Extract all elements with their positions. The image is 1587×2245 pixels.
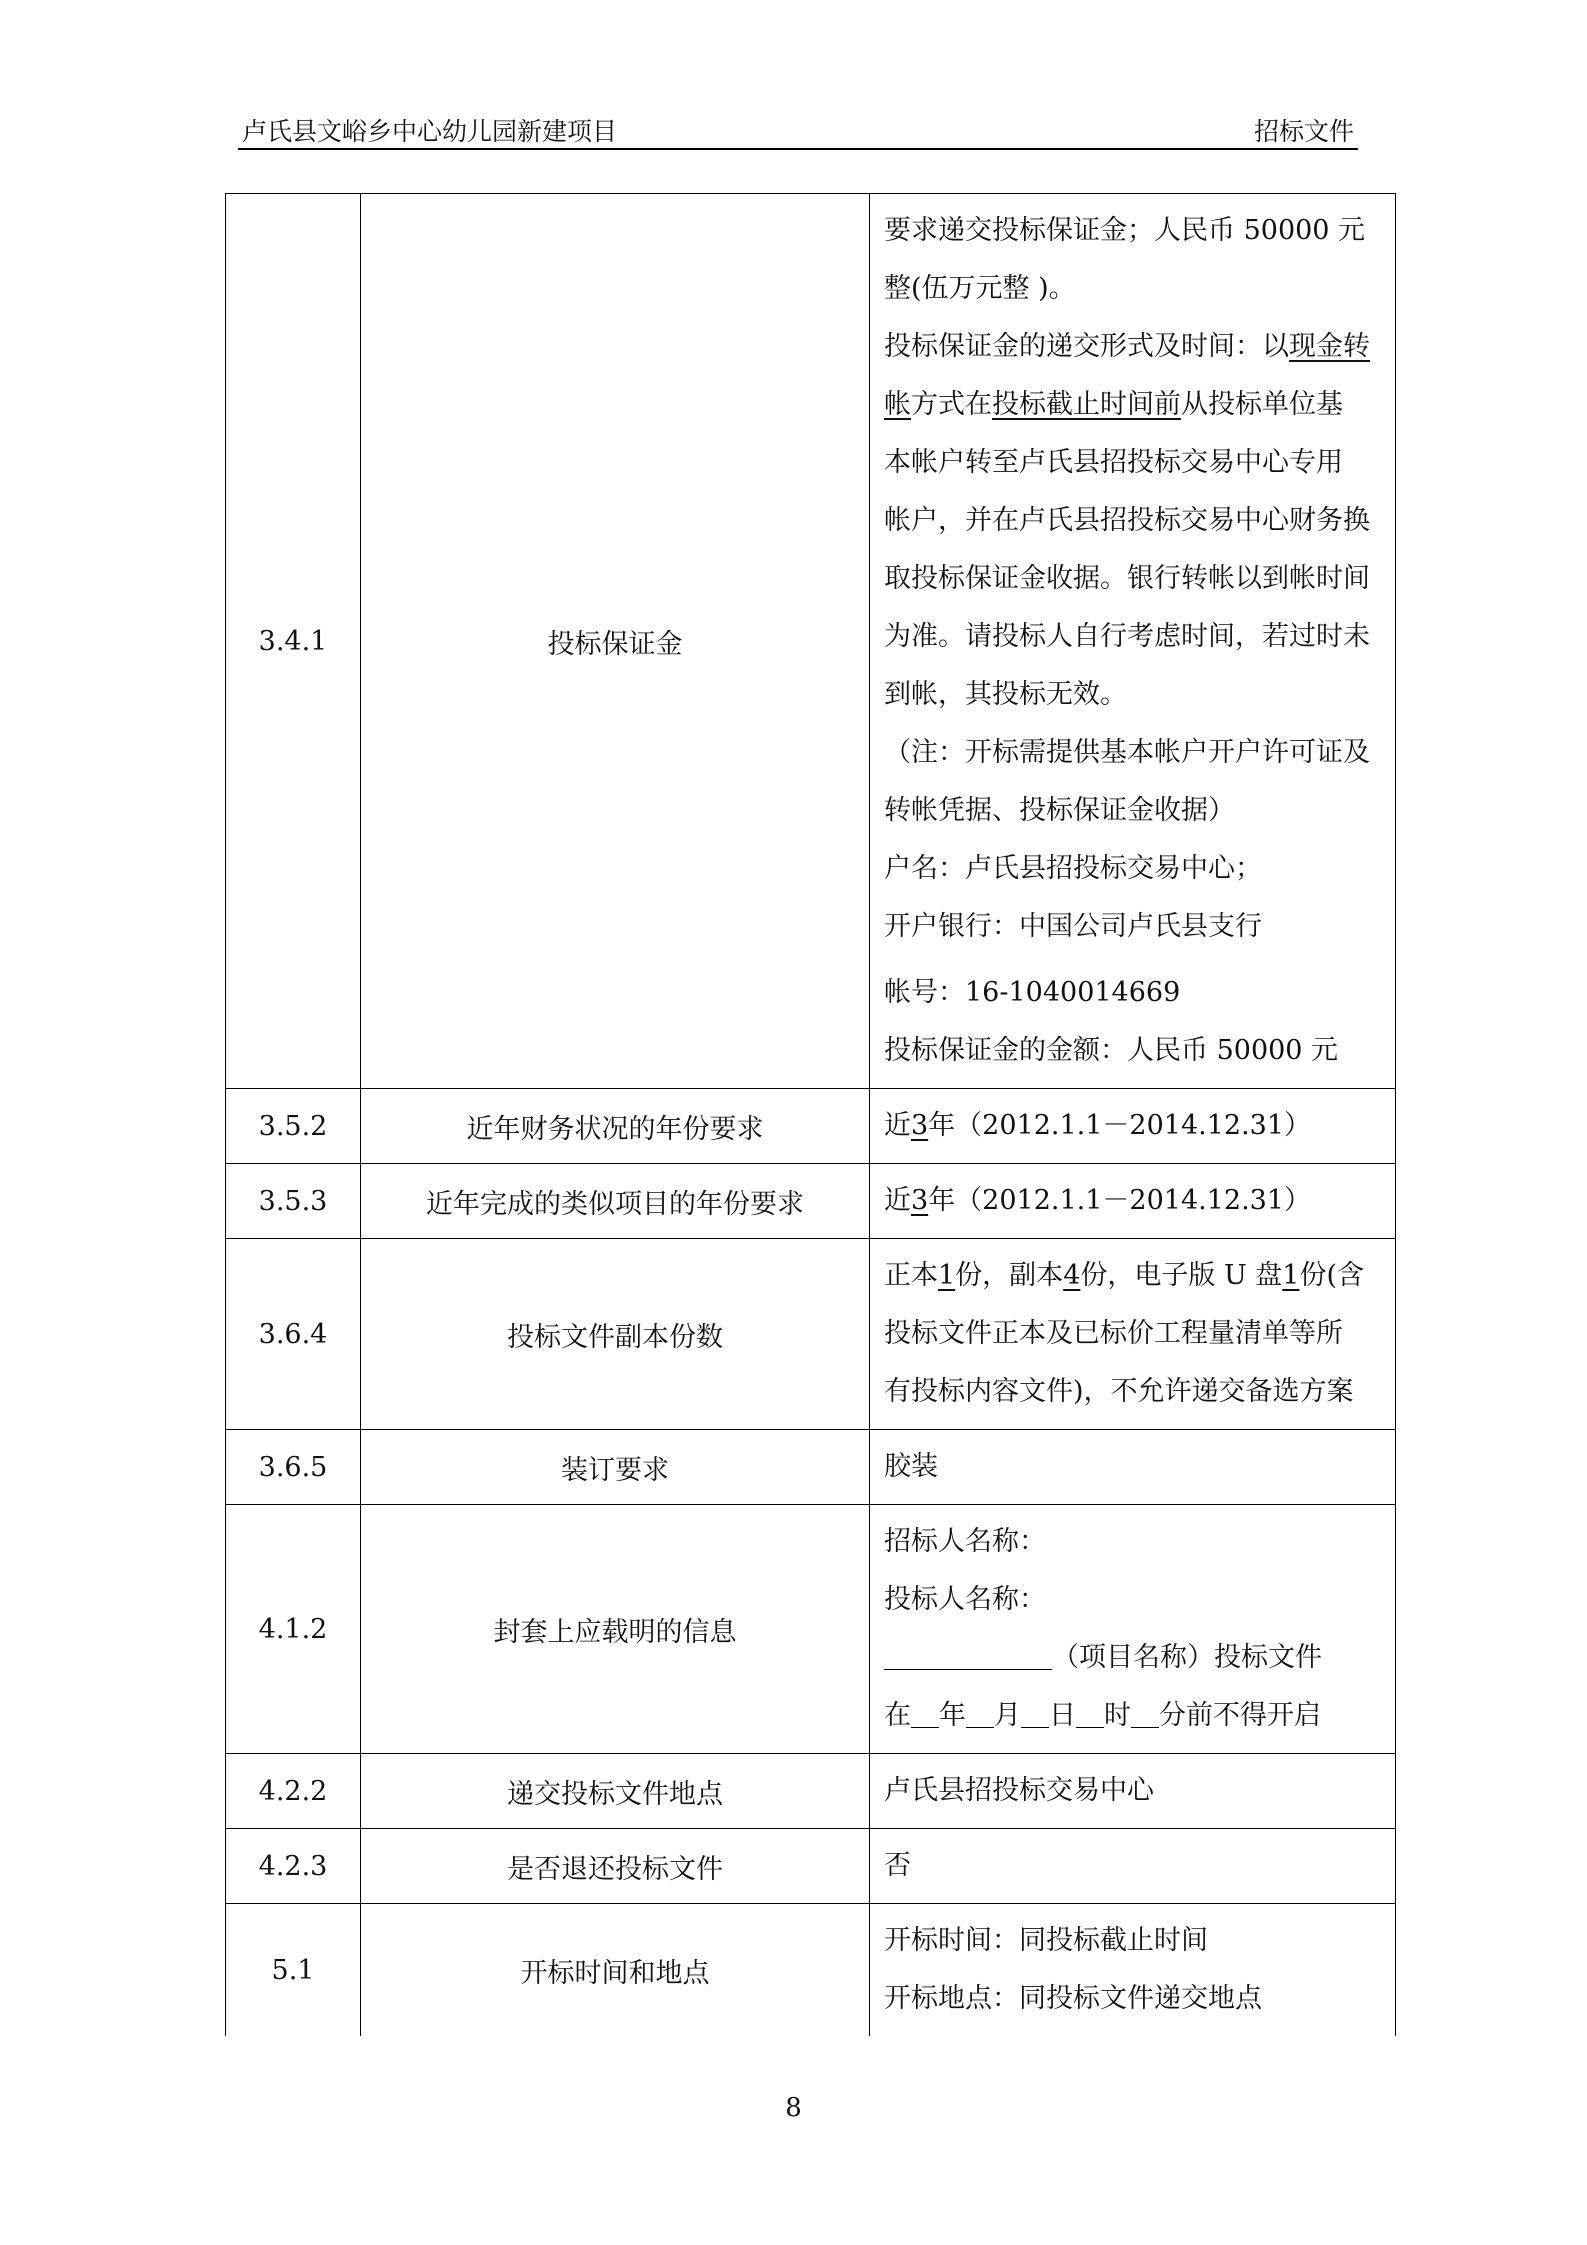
underlined-text: 4 [1063,1260,1081,1291]
content-line: 开标地点：同投标文件递交地点 [884,1983,1262,2014]
text-span: 份(含 [1299,1260,1365,1291]
clause-number: 3.6.4 [226,1239,361,1430]
content-line: 要求递交投标保证金；人民币 50000 元 [884,215,1366,246]
content-line: 投标人名称： [884,1584,1046,1615]
text-span: 近 [884,1110,911,1141]
blank-line [1131,1697,1159,1728]
header-project-title: 卢氏县文峪乡中心幼儿园新建项目 [242,117,618,146]
content-line [884,376,1381,434]
content-line: 整(伍万元整 )。 [884,273,1076,304]
content-line: 投标文件正本及已标价工程量清单等所 [884,1318,1343,1349]
content-line: 帐号：16-1040014669 [884,977,1181,1008]
clause-number: 3.4.1 [226,194,361,1089]
clause-name: 装订要求 [361,1430,870,1505]
content-line: 卢氏县招投标交易中心 [884,1775,1154,1806]
text-span: 月 [994,1700,1021,1731]
clause-number: 4.1.2 [226,1505,361,1754]
clause-name: 投标保证金 [361,194,870,1089]
table-row [226,1754,1396,1829]
clause-name: 投标文件副本份数 [361,1239,870,1430]
content-line: 投标保证金的金额：人民币 50000 元 [884,1035,1339,1066]
content-line: 否 [884,1850,911,1881]
clause-number: 4.2.2 [226,1754,361,1829]
underlined-text: 投标截止时间前 [992,389,1181,420]
blank-line [966,1697,994,1728]
page-header [238,108,1358,150]
table-row [226,194,1396,1089]
text-span: 正本 [884,1260,938,1291]
content-line: 招标人名称： [884,1526,1046,1557]
text-span: 近 [884,1185,911,1216]
text-span: 份，副本 [955,1260,1064,1291]
clause-number: 3.5.2 [226,1089,361,1164]
table-row [226,1164,1396,1239]
content-line: 到帐，其投标无效。 [884,679,1127,710]
content-line [884,1097,1381,1155]
clause-content [870,1505,1396,1754]
clause-number: 5.1 [226,1904,361,2037]
table-row [226,1505,1396,1754]
clause-content [870,1239,1396,1430]
blank-line [1076,1697,1104,1728]
table-row [226,1829,1396,1904]
content-line [884,1247,1381,1305]
text-span: 日 [1049,1700,1076,1731]
content-line: 转帐凭据、投标保证金收据） [884,795,1235,826]
underlined-text: 帐 [884,389,911,420]
content-line: 本帐户转至卢氏县招投标交易中心专用 [884,447,1343,478]
content-line: 胶装 [884,1451,938,1482]
clause-number: 3.5.3 [226,1164,361,1239]
blank-line [884,1639,1052,1670]
text-span: （项目名称）投标文件 [1052,1642,1322,1673]
table-row [226,1239,1396,1430]
clause-name: 封套上应载明的信息 [361,1505,870,1754]
content-line: 为准。请投标人自行考虑时间，若过时未 [884,621,1370,652]
blank-line [911,1697,939,1728]
clause-content [870,1089,1396,1164]
content-line [884,1172,1381,1230]
underlined-text: 3 [911,1185,929,1216]
content-line: 取投标保证金收据。银行转帐以到帐时间 [884,563,1370,594]
underlined-text: 现金转 [1289,331,1370,362]
text-span: 年 [939,1700,966,1731]
clause-name: 近年财务状况的年份要求 [361,1089,870,1164]
content-line [884,1629,1381,1687]
clause-content [870,194,1396,1089]
table-row [226,1089,1396,1164]
underlined-text: 1 [1282,1260,1300,1291]
text-span: 时 [1104,1700,1131,1731]
header-doc-type: 招标文件 [1253,117,1354,146]
clause-content [870,1164,1396,1239]
content-line: 开户银行：中国公司卢氏县支行 [884,911,1262,942]
text-span: 方式在 [911,389,992,420]
underlined-text: 3 [911,1110,929,1141]
clause-number: 4.2.3 [226,1829,361,1904]
content-line [884,318,1381,376]
text-span: 份，电子版 U 盘 [1080,1260,1283,1291]
clause-name: 递交投标文件地点 [361,1754,870,1829]
clause-number: 3.6.5 [226,1430,361,1505]
text-span: 年（2012.1.1－2014.12.31） [928,1185,1312,1216]
clause-content [870,1904,1396,2037]
underlined-text: 1 [938,1260,956,1291]
clause-name: 近年完成的类似项目的年份要求 [361,1164,870,1239]
content-line: 户名：卢氏县招投标交易中心； [884,853,1262,884]
clause-name: 是否退还投标文件 [361,1829,870,1904]
content-line: 开标时间：同投标截止时间 [884,1925,1208,1956]
page-number: 8 [785,2093,802,2123]
content-line: 有投标内容文件)，不允许递交备选方案 [884,1376,1354,1407]
bid-data-table [225,193,1396,2036]
clause-name: 开标时间和地点 [361,1904,870,2037]
table-row [226,1904,1396,2037]
clause-content [870,1430,1396,1505]
table-row [226,1430,1396,1505]
text-span: 年（2012.1.1－2014.12.31） [928,1110,1312,1141]
clause-content [870,1754,1396,1829]
clause-content [870,1829,1396,1904]
content-line: （注：开标需提供基本帐户开户许可证及 [884,737,1370,768]
content-line [884,1687,1381,1745]
text-span: 从投标单位基 [1181,389,1343,420]
content-line: 帐户，并在卢氏县招投标交易中心财务换 [884,505,1370,536]
blank-line [1021,1697,1049,1728]
text-span: 投标保证金的递交形式及时间：以 [884,331,1289,362]
text-span: 分前不得开启 [1159,1700,1321,1731]
text-span: 在 [884,1700,911,1731]
